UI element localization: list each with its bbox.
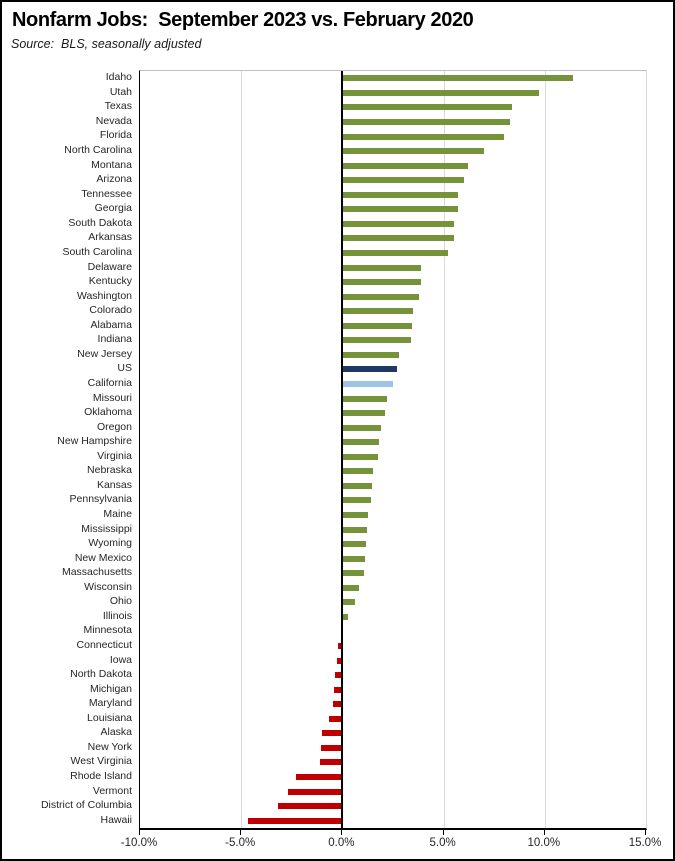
category-label: Vermont <box>92 784 132 797</box>
bar-new-york <box>321 745 342 751</box>
category-label: North Dakota <box>70 668 132 681</box>
bar-mississippi <box>342 527 366 533</box>
bar-alaska <box>322 730 342 736</box>
bar-wisconsin <box>342 585 358 591</box>
category-label: Utah <box>109 85 132 98</box>
bar-maine <box>342 512 367 518</box>
bar-wyoming <box>342 541 365 547</box>
bar-indiana <box>342 337 411 343</box>
x-axis-tick-label: 15.0% <box>628 837 662 849</box>
bar-florida <box>342 134 504 140</box>
plot-area <box>139 70 647 830</box>
bar-west-virginia <box>320 759 342 765</box>
bar-oregon <box>342 425 380 431</box>
category-label: Florida <box>99 129 132 142</box>
category-label: Texas <box>104 100 132 113</box>
bar-north-carolina <box>342 148 484 154</box>
category-label: Nebraska <box>87 464 132 477</box>
chart-title: Nonfarm Jobs: September 2023 vs. February 2020 <box>12 9 474 31</box>
gridline <box>545 71 546 828</box>
category-label: Louisiana <box>87 711 132 724</box>
category-label: Virginia <box>97 449 132 462</box>
x-axis-tick <box>240 829 241 835</box>
category-label: New Jersey <box>77 347 132 360</box>
bar-new-mexico <box>342 556 364 562</box>
category-label: Illinois <box>102 609 132 622</box>
category-label: North Carolina <box>64 144 132 157</box>
bar-louisiana <box>329 716 342 722</box>
bar-ohio <box>342 599 354 605</box>
category-label: Colorado <box>89 304 132 317</box>
category-label: Alabama <box>90 318 132 331</box>
bar-district-of-columbia <box>278 803 343 809</box>
bar-utah <box>342 90 538 96</box>
bar-georgia <box>342 206 457 212</box>
category-label: Kentucky <box>88 275 132 288</box>
x-axis-tick-label: 10.0% <box>527 837 561 849</box>
category-label: Hawaii <box>100 813 132 826</box>
category-label: South Carolina <box>62 245 132 258</box>
bar-nebraska <box>342 468 372 474</box>
x-axis-tick-label: 5.0% <box>429 837 456 849</box>
bar-montana <box>342 163 467 169</box>
category-label: Montana <box>91 158 132 171</box>
bar-hawaii <box>248 818 342 824</box>
x-axis-tick-label: -10.0% <box>120 837 158 849</box>
bar-missouri <box>342 396 387 402</box>
category-label: New Hampshire <box>57 435 132 448</box>
bar-nevada <box>342 119 510 125</box>
x-axis-tick-label: -5.0% <box>225 837 256 849</box>
category-label: Oregon <box>96 420 132 433</box>
bar-tennessee <box>342 192 457 198</box>
category-label: Tennessee <box>81 187 132 200</box>
x-axis-tick <box>443 829 444 835</box>
source-note: Source: BLS, seasonally adjusted <box>11 37 202 51</box>
gridline <box>444 71 445 828</box>
bar-south-carolina <box>342 250 447 256</box>
bar-vermont <box>288 789 343 795</box>
bar-new-jersey <box>342 352 399 358</box>
bar-virginia <box>342 454 377 460</box>
bar-arizona <box>342 177 463 183</box>
category-label: Connecticut <box>76 639 132 652</box>
category-label: New Mexico <box>74 551 132 564</box>
bar-arkansas <box>342 235 453 241</box>
category-label: Delaware <box>87 260 132 273</box>
category-label: Mississippi <box>81 522 132 535</box>
bar-massachusetts <box>342 570 363 576</box>
category-label: Pennsylvania <box>69 493 132 506</box>
category-label: Idaho <box>105 71 132 84</box>
category-label: Indiana <box>97 333 132 346</box>
category-label: California <box>87 376 132 389</box>
x-axis-tick <box>341 829 342 835</box>
category-label: Nevada <box>95 114 132 127</box>
bar-colorado <box>342 308 413 314</box>
bar-california <box>342 381 393 387</box>
bar-pennsylvania <box>342 497 370 503</box>
category-label: Arkansas <box>88 231 132 244</box>
category-label: Alaska <box>100 726 132 739</box>
category-label: Wisconsin <box>84 580 132 593</box>
bar-idaho <box>342 75 573 81</box>
bar-delaware <box>342 265 421 271</box>
category-label: Missouri <box>92 391 132 404</box>
bar-south-dakota <box>342 221 453 227</box>
x-axis-tick-label: 0.0% <box>328 837 355 849</box>
zero-axis-line <box>341 71 343 828</box>
category-label: Kansas <box>96 478 132 491</box>
bar-alabama <box>342 323 412 329</box>
bar-kansas <box>342 483 371 489</box>
category-label: New York <box>87 740 132 753</box>
category-label: Georgia <box>94 202 132 215</box>
category-label: Arizona <box>96 173 132 186</box>
bar-texas <box>342 104 512 110</box>
bar-oklahoma <box>342 410 385 416</box>
x-axis-tick <box>645 829 646 835</box>
category-label: Maine <box>103 507 132 520</box>
bar-rhode-island <box>296 774 343 780</box>
bar-new-hampshire <box>342 439 378 445</box>
category-label: Maryland <box>88 697 132 710</box>
category-label: Wyoming <box>88 537 132 550</box>
category-label: District of Columbia <box>40 799 132 812</box>
category-label: Massachusetts <box>61 566 132 579</box>
category-label: Oklahoma <box>84 406 132 419</box>
x-axis-tick <box>544 829 545 835</box>
bar-us <box>342 366 397 372</box>
category-label: West Virginia <box>70 755 132 768</box>
gridline <box>241 71 242 828</box>
category-label: Washington <box>76 289 132 302</box>
category-label: US <box>117 362 132 375</box>
category-label: South Dakota <box>68 216 132 229</box>
category-label: Rhode Island <box>70 770 132 783</box>
category-label: Minnesota <box>83 624 132 637</box>
category-label: Michigan <box>89 682 132 695</box>
category-label: Iowa <box>109 653 132 666</box>
category-label: Ohio <box>109 595 132 608</box>
bar-kentucky <box>342 279 421 285</box>
bar-washington <box>342 294 419 300</box>
x-axis-tick <box>139 829 140 835</box>
